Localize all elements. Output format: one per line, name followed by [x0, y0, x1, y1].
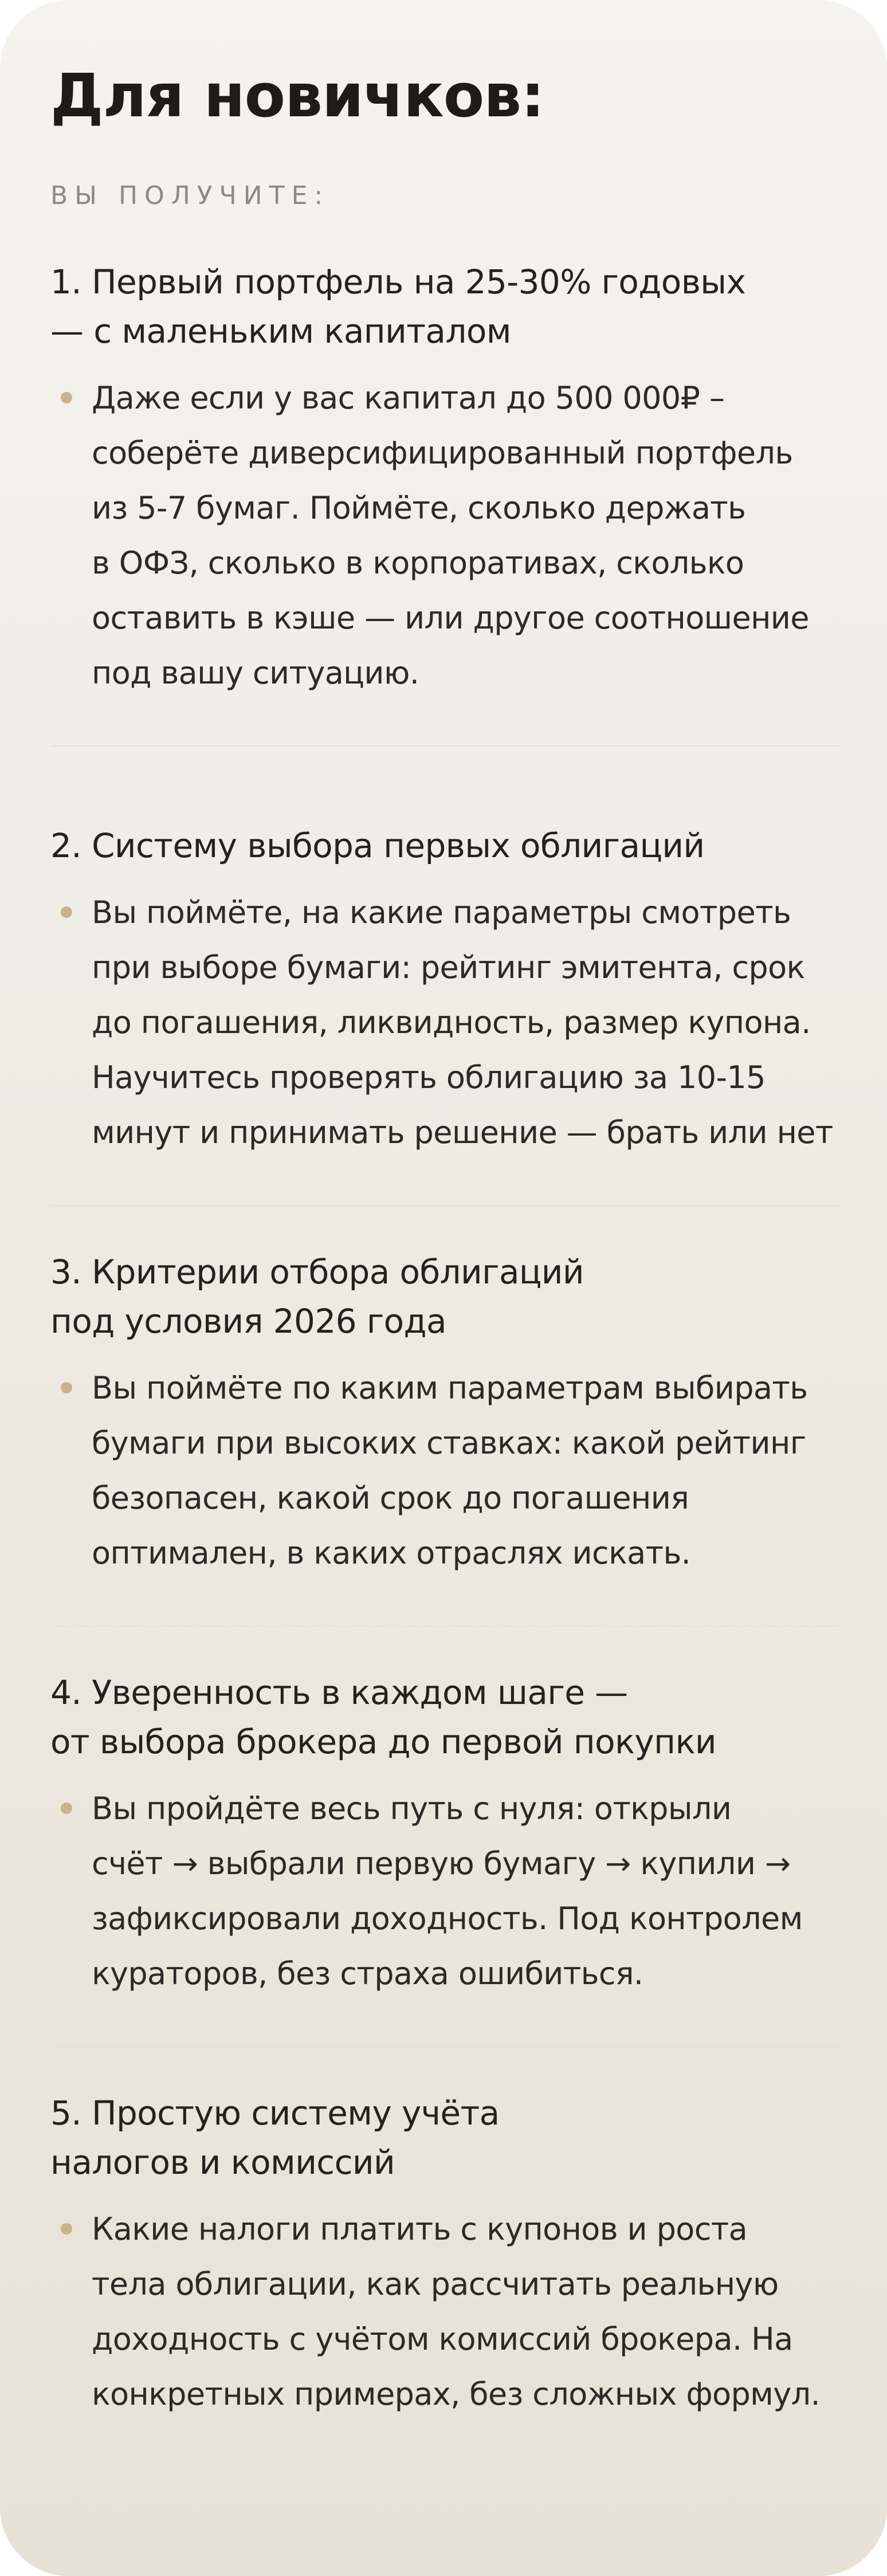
page-title: Для новичков: — [50, 61, 544, 131]
benefit-heading: 5. Простую систему учёта налогов и комиссий — [50, 2094, 500, 2182]
bullet-dot-icon — [61, 1382, 72, 1393]
benefit-heading: 4. Уверенность в каждом шаге — от выбора брокера до первой покупки — [50, 1673, 716, 1762]
bullet-dot-icon — [61, 1803, 72, 1814]
benefit-heading: 3. Критерии отбора облигаций под условия 2026 года — [50, 1252, 584, 1341]
bullet-dot-icon — [61, 392, 72, 403]
benefit-item-2 — [50, 821, 841, 1206]
bullet-dot-icon — [61, 2223, 72, 2235]
benefit-item-4 — [50, 1668, 841, 2047]
benefit-heading: 2. Систему выбора первых облигаций — [50, 826, 705, 866]
benefit-heading: 1. Первый портфель на 25-30% годовых — с маленьким капиталом — [50, 262, 746, 351]
benefit-description: Какие налоги платить с купонов и роста тела облигации, как рассчитать реальную доходность с учётом комиссий брокера. На конкретных примерах, без сложных формул. — [92, 2211, 821, 2413]
section-kicker: ВЫ ПОЛУЧИТЕ: — [50, 181, 330, 211]
benefit-bullet — [50, 1781, 841, 2001]
benefit-bullet — [50, 371, 841, 701]
benefit-item-3 — [50, 1247, 841, 1627]
benefit-item-5 — [50, 2088, 841, 2467]
bullet-dot-icon — [61, 906, 72, 918]
benefit-description: Вы пройдёте весь путь с нуля: открыли счёт → выбрали первую бумагу → купили → зафиксировали доходность. Под контролем кураторов, без страха ошибиться. — [92, 1790, 803, 1992]
benefit-bullet — [50, 1361, 841, 1581]
benefit-description: Вы поймёте по каким параметрам выбирать бумаги при высоких ставках: какой рейтинг безопасен, какой срок до погашения оптимален, в каких отраслях искать. — [92, 1370, 808, 1572]
benefit-bullet — [50, 2202, 841, 2422]
benefit-description: Даже если у вас капитал до 500 000₽ – соберёте диверсифицированный портфель из 5-7 бумаг. Поймёте, сколько держать в ОФЗ, сколько в корпоративах, сколько оставить в кэше — или другое соотношение под вашу ситуацию. — [92, 380, 809, 692]
benefit-description: Вы поймёте, на какие параметры смотреть при выборе бумаги: рейтинг эмитента, срок до погашения, ликвидность, размер купона. Научитесь проверять облигацию за 10-15 минут и принимать решение — брать или нет — [92, 894, 833, 1151]
benefit-item-1 — [50, 257, 841, 747]
benefit-bullet — [50, 885, 841, 1160]
